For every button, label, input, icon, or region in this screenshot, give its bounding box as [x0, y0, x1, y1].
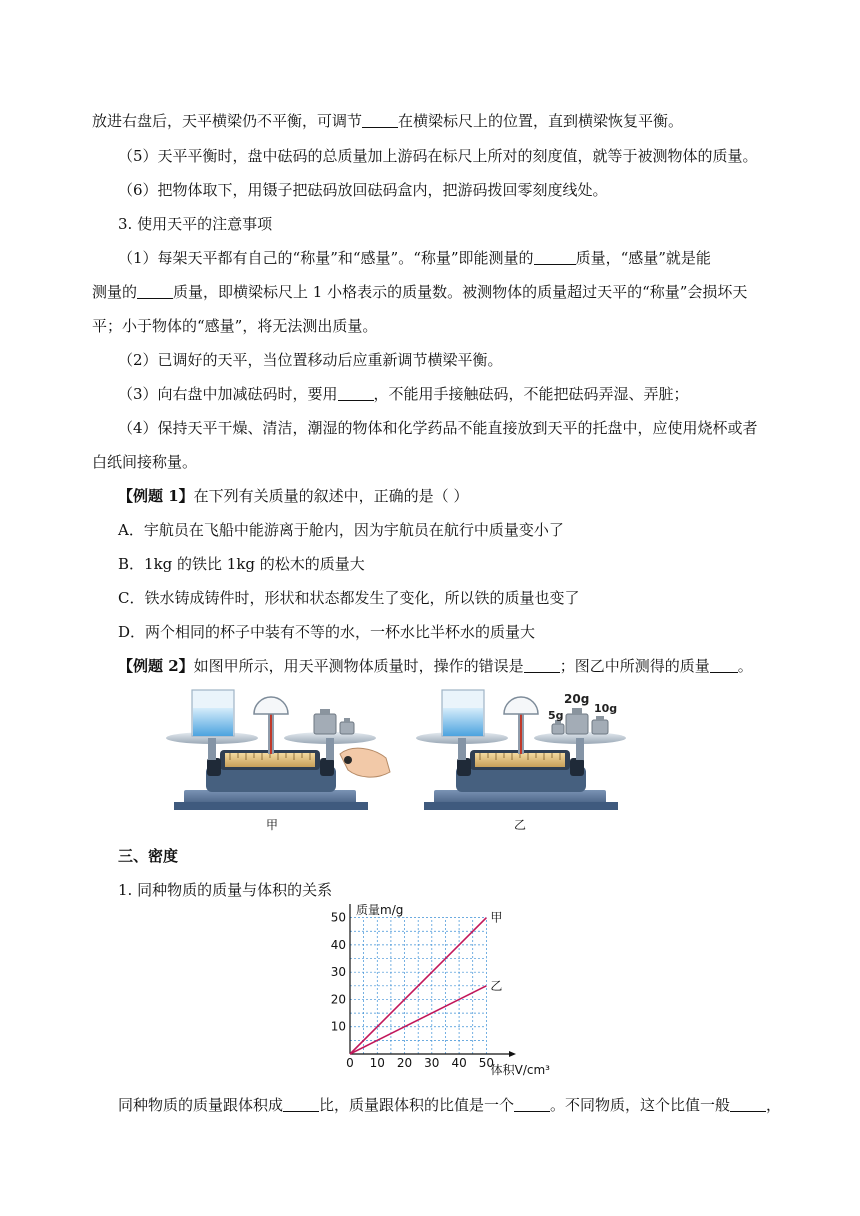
text-line-last: 同种物质的质量跟体积成 比，质量跟体积的比值是一个 。不同物质，这个比值一般 ，: [118, 1096, 782, 1114]
x-tick-label: 10: [369, 1056, 385, 1070]
answer-blank[interactable]: [514, 1095, 550, 1112]
text-line-11: 白纸间接称量。: [92, 453, 198, 471]
answer-blank[interactable]: [524, 656, 560, 673]
x-tick-label: 0: [346, 1056, 354, 1070]
option-a[interactable]: A．宇航员在飞船中能游离于舱内，因为宇航员在航行中质量变小了: [118, 521, 564, 539]
figure-caption-left: 甲: [266, 818, 279, 832]
example-1-question: 【例题 1】在下列有关质量的叙述中，正确的是（ ）: [118, 487, 469, 505]
text-line-9: （3）向右盘中加减砝码时，要用 ，不能用手接触砝码，不能把砝码弄湿、弄脏；: [118, 385, 689, 403]
mass-volume-chart: [320, 904, 550, 1084]
text-line-3: （6）把物体取下，用镊子把砝码放回砝码盒内，把游码拨回零刻度线处。: [118, 181, 608, 199]
section-heading-density: 三、密度: [118, 847, 179, 865]
weight-label-10g: 10g: [594, 702, 618, 715]
answer-blank[interactable]: [730, 1095, 766, 1112]
balance-figure-left: [162, 688, 392, 812]
x-axis-arrow: [509, 1051, 516, 1057]
answer-blank[interactable]: [283, 1095, 319, 1112]
x-tick-label: 30: [424, 1056, 440, 1070]
text-line-7: 平；小于物体的“感量”，将无法测出质量。: [92, 317, 378, 335]
subheading-3: 3. 使用天平的注意事项: [118, 215, 273, 233]
y-tick-label: 10: [330, 1019, 346, 1034]
answer-blank[interactable]: [534, 248, 576, 265]
answer-blank[interactable]: [137, 282, 173, 299]
weight-label-20g: 20g: [564, 692, 590, 706]
subheading-1: 1. 同种物质的质量与体积的关系: [118, 881, 333, 899]
weight-label-5g: 5g: [548, 709, 564, 722]
series-label: 甲: [490, 910, 503, 925]
text-line-6: 测量的 质量，即横梁标尺上 1 小格表示的质量数。被测物体的质量超过天平的“称量”会损坏天: [92, 283, 748, 301]
x-tick-label: 40: [451, 1056, 467, 1070]
series-label: 乙: [490, 978, 503, 993]
x-axis-label: 体积V/cm³: [490, 1063, 550, 1077]
answer-blank[interactable]: [710, 656, 738, 673]
x-tick-label: 20: [396, 1056, 413, 1070]
text-line-10: （4）保持天平干燥、清洁，潮湿的物体和化学药品不能直接放到天平的托盘中，应使用烧杯或者: [118, 419, 758, 437]
text-line-1: 放进右盘后，天平横梁仍不平衡，可调节 在横梁标尺上的位置，直到横梁恢复平衡。: [92, 112, 684, 130]
figure-caption-right: 乙: [514, 818, 527, 832]
y-axis-label: 质量m/g: [356, 904, 404, 917]
option-d[interactable]: D．两个相同的杯子中装有不等的水，一杯水比半杯水的质量大: [118, 623, 536, 641]
option-b[interactable]: B．1kg 的铁比 1kg 的松木的质量大: [118, 555, 365, 573]
answer-blank[interactable]: [338, 384, 374, 401]
y-tick-label: 50: [330, 910, 346, 925]
answer-blank[interactable]: [362, 111, 398, 128]
y-tick-label: 30: [330, 965, 346, 980]
y-tick-label: 40: [330, 937, 346, 952]
text-line-8: （2）已调好的天平，当位置移动后应重新调节横梁平衡。: [118, 351, 503, 369]
balance-figure-right: [412, 688, 630, 812]
text-line-5: （1）每架天平都有自己的“称量”和“感量”。“称量”即能测量的 质量，“感量”就是能: [118, 249, 711, 267]
x-tick-label: 50: [478, 1056, 495, 1070]
text-line-2: （5）天平平衡时，盘中砝码的总质量加上游码在标尺上所对的刻度值，就等于被测物体的质量。: [118, 147, 758, 165]
y-tick-label: 20: [330, 992, 346, 1007]
example-2-question: 【例题 2】如图甲所示，用天平测物体质量时，操作的错误是 ；图乙中所测得的质量 。: [118, 657, 753, 675]
option-c[interactable]: C．铁水铸成铸件时，形状和状态都发生了变化，所以铁的质量也变了: [118, 589, 580, 607]
